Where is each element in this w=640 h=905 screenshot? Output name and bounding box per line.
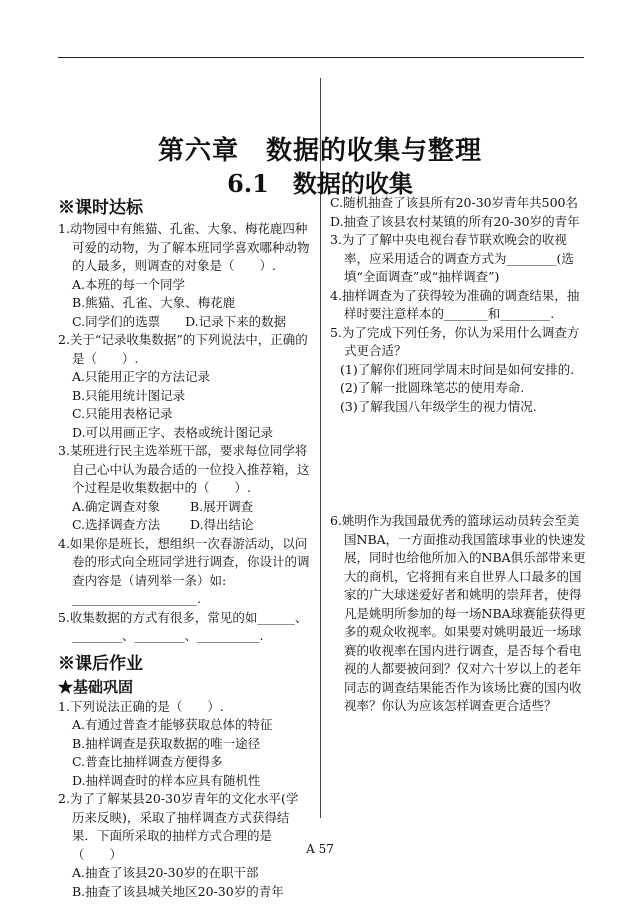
homework-question-5-part-3: (3)了解我国八年级学生的视力情况. [340,398,537,414]
question-2-option-d: D.可以用画正字、表格或统计图记录 [72,424,274,440]
homework-question-1: 1.下列说法正确的是（ ）. [58,698,224,714]
homework-question-2-option-b: B.抽查了该县城关地区20-30岁的青年 [72,883,284,899]
homework-question-5: 5.为了完成下列任务，你认为采用什么调查方式更合适？ [330,324,580,358]
chapter-title: 第六章 数据的收集与整理 [157,136,482,166]
question-1-option-a: A.本班的每一个同学 [72,276,186,292]
question-2: 2.关于“记录收集数据”的下列说法中，正确的是（ ）. [58,332,308,366]
homework-question-2-option-d: D.抽查了该县农村某镇的所有20-30岁的青年 [330,213,580,229]
homework-question-4: 4.抽样调查为了获得较为准确的调查结果，抽样时要注意样本的_______和________. [330,287,580,321]
subheading-basics: ★基础巩固 [58,677,134,696]
question-1-option-b: B.熊猫、孔雀、大象、梅花鹿 [72,295,236,310]
question-3-option-a: A.确定调查对象 [72,498,161,514]
question-2-option-c: C.只能用表格记录 [72,406,173,421]
question-3-option-c: C.选择调查方法 [72,517,161,532]
homework-question-2-option-a: A.抽查了该县20-30岁的在职干部 [72,865,259,880]
question-1-option-cd: C.同学们的选票 D.记录下来的数据 [72,313,287,329]
homework-question-5-part-1: (1)了解你们班同学周末时间是如何安排的. [340,361,575,377]
homework-question-5-part-2: (2)了解一批圆珠笔芯的使用寿命. [340,380,525,395]
question-5: 5.收集数据的方式有很多，常见的如______、________、________、__________. [58,609,308,643]
homework-question-1-option-d: D.抽样调查时的样本应具有随机性 [72,772,261,788]
question-3-option-b: B.展开调查 [190,498,254,514]
question-3: 3.某班进行民主选举班干部，要求每位同学将自己心中认为最合适的一位投入推荐箱，这个过程是收集数据中的（ ）. [58,443,310,495]
homework-question-3: 3.为了了解中央电视台春节联欢晚会的收视率，应采用适合的调查方式为________(选填“全面调查”或“抽样调查”) [330,232,574,284]
heading-lesson-goals: ※课时达标 [58,198,143,218]
homework-question-2-option-c: C.随机抽查了该县所有20-30岁青年共500名 [330,195,578,210]
question-4-blank: ____________________. [72,591,201,606]
right-column-top [330,194,586,416]
question-3-option-d: D.得出结论 [190,517,254,532]
homework-question-6: 6.姚明作为我国最优秀的篮球运动员转会至美国NBA，一方面推动我国篮球事业的快速发展，同时也给他所加入的NBA俱乐部带来更大的商机，它将拥有来自世界人口最多的国家的广大球迷爱好者和姚明的崇拜者，使得凡是姚明所参加的每一场NBA球赛能获得更多的观众收视率。如果要对姚明最近一场球赛的收视率在国内进行调查，是否每个看电视的人都要被问到？仅对六十岁以上的老年同志的调查结果能否作为该场比赛的国内收视率？你认为应该怎样调查更合适些？ [330,513,586,713]
question-4: 4.如果你是班长，想组织一次春游活动，以问卷的形式向全班同学进行调查，你设计的调查内容是（请列举一条）如: [58,535,310,588]
question-2-option-b: B.只能用统计图记录 [72,387,186,403]
question-1: 1.动物园中有熊猫、孔雀、大象、梅花鹿四种可爱的动物，为了解本班同学喜欢哪种动物的人最多，则调查的对象是（ ）. [58,221,310,273]
homework-question-1-option-a: A.有通过普查才能够获取总体的特征 [72,717,273,732]
top-rule [58,57,584,58]
question-3-options-cd [58,516,310,535]
homework-question-2: 2.为了了解某县20-30岁青年的文化水平(学历来反映)，采取了抽样调查方式获得结果．下面所采取的抽样方式合理的是（ ） [58,791,299,862]
homework-question-1-option-b: B.抽样调查是获取数据的唯一途径 [72,735,261,751]
right-column-bottom [330,512,586,716]
section-title: 6.1 数据的收集 [227,169,413,198]
homework-question-1-option-c: C.普查比抽样调查方便得多 [72,754,223,769]
left-column [58,196,310,901]
heading-homework: ※课后作业 [58,653,143,674]
question-2-option-a: A.只能用正字的方法记录 [72,369,211,384]
page-number: A 57 [306,842,334,856]
question-3-options-ab [58,498,310,517]
